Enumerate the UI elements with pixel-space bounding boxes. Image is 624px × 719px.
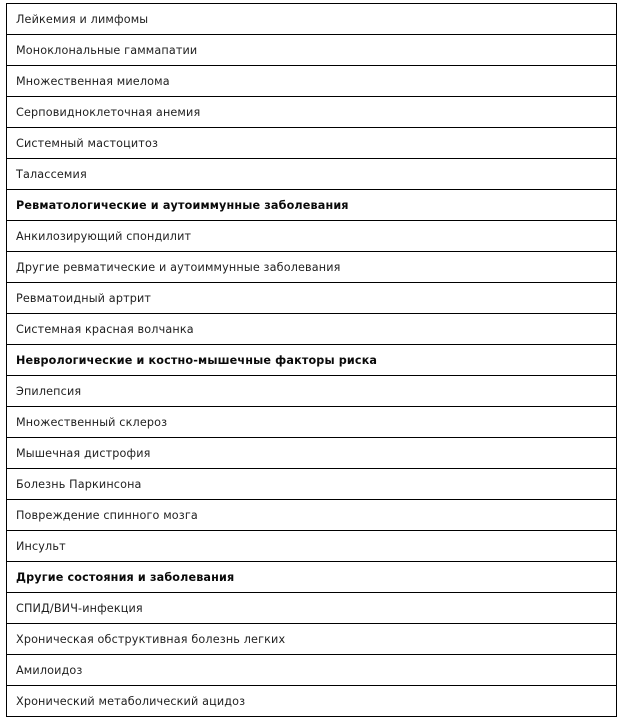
table-row <box>7 376 617 407</box>
table-row <box>7 221 617 252</box>
section-header-row <box>7 562 617 593</box>
condition-cell: Множественная миелома <box>7 66 617 97</box>
condition-cell: Анкилозирующий спондилит <box>7 221 617 252</box>
table-row <box>7 624 617 655</box>
table-row <box>7 438 617 469</box>
condition-cell: Серповидноклеточная анемия <box>7 97 617 128</box>
conditions-table-container <box>6 3 617 717</box>
table-row <box>7 469 617 500</box>
table-row <box>7 128 617 159</box>
condition-cell: Хронический метаболический ацидоз <box>7 686 617 717</box>
condition-cell: Хроническая обструктивная болезнь легких <box>7 624 617 655</box>
table-row <box>7 66 617 97</box>
table-row <box>7 531 617 562</box>
condition-cell: Повреждение спинного мозга <box>7 500 617 531</box>
section-header-cell: Неврологические и костно-мышечные факторы риска <box>7 345 617 376</box>
section-header-row <box>7 345 617 376</box>
table-row <box>7 283 617 314</box>
table-row <box>7 252 617 283</box>
section-header-cell: Другие состояния и заболевания <box>7 562 617 593</box>
table-row <box>7 35 617 66</box>
condition-cell: Талассемия <box>7 159 617 190</box>
table-row <box>7 97 617 128</box>
condition-cell: Мышечная дистрофия <box>7 438 617 469</box>
section-header-row <box>7 190 617 221</box>
table-row <box>7 500 617 531</box>
section-header-cell: Ревматологические и аутоиммунные заболевания <box>7 190 617 221</box>
condition-cell: Инсульт <box>7 531 617 562</box>
condition-cell: СПИД/ВИЧ-инфекция <box>7 593 617 624</box>
table-row <box>7 655 617 686</box>
condition-cell: Амилоидоз <box>7 655 617 686</box>
conditions-table-body <box>7 4 617 717</box>
condition-cell: Болезнь Паркинсона <box>7 469 617 500</box>
condition-cell: Системная красная волчанка <box>7 314 617 345</box>
table-row <box>7 4 617 35</box>
condition-cell: Другие ревматические и аутоиммунные заболевания <box>7 252 617 283</box>
condition-cell: Ревматоидный артрит <box>7 283 617 314</box>
condition-cell: Лейкемия и лимфомы <box>7 4 617 35</box>
table-row <box>7 407 617 438</box>
condition-cell: Множественный склероз <box>7 407 617 438</box>
condition-cell: Системный мастоцитоз <box>7 128 617 159</box>
table-row <box>7 159 617 190</box>
conditions-table <box>6 3 617 717</box>
condition-cell: Эпилепсия <box>7 376 617 407</box>
table-row <box>7 314 617 345</box>
table-row <box>7 593 617 624</box>
table-row <box>7 686 617 717</box>
condition-cell: Моноклональные гаммапатии <box>7 35 617 66</box>
